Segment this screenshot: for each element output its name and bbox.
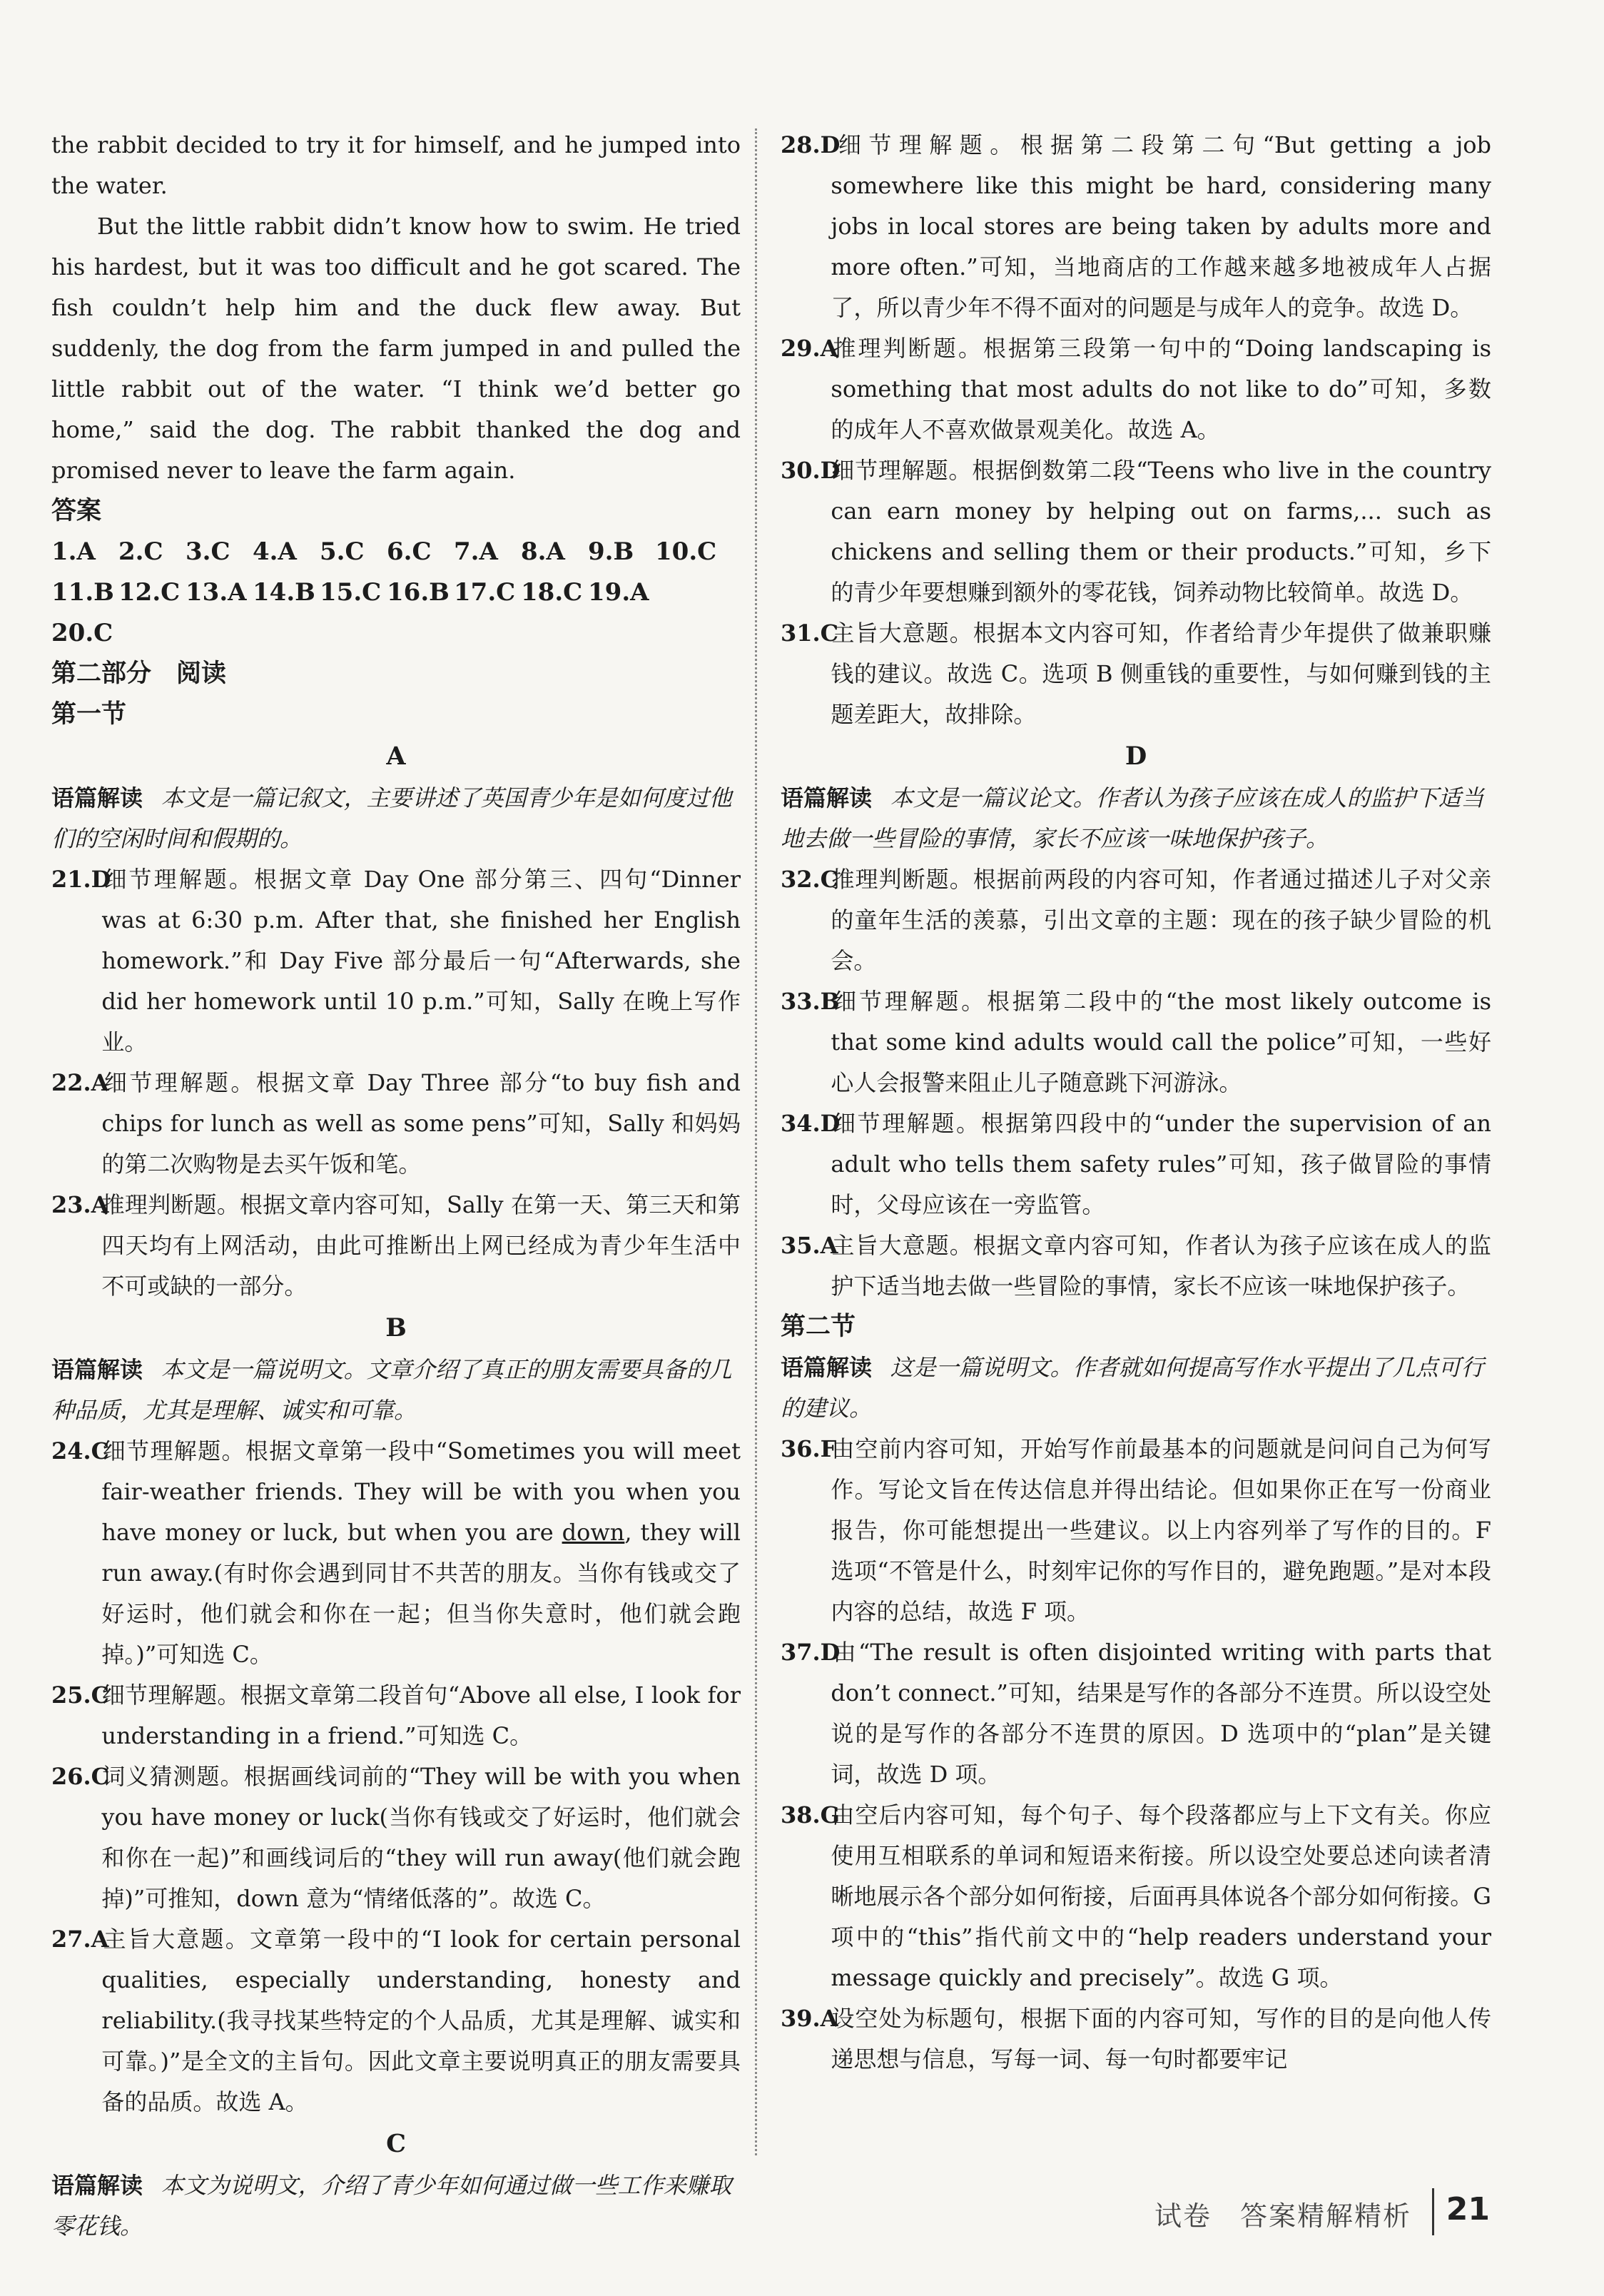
answer-item: 4.A [253, 537, 297, 566]
answer-explanation: 31.C主旨大意题。根据本文内容可知，作者给青少年提供了做兼职赚钱的建议。故选 C。选项 B 侧重钱的重要性，与如何赚到钱的主题差距大，故排除。 [781, 619, 1491, 728]
passage-summary-d: 语篇解读 本文是一篇议论文。作者认为孩子应该在成人的监护下适当地去做一些冒险的事情，家长不应该一味地保护孩子。 [781, 784, 1484, 852]
answer-explanation: 26.C词义猜测题。根据画线词前的“They will be with you when you have money or luck(当你有钱或交了好运时，他们就会和你在一起)”和画线词后的“they will run away(他们就会跑掉)”可推知，down 意为“情绪低落的”。故选 C。 [51, 1763, 741, 1912]
answer-item: 13.A [186, 578, 247, 607]
passage-summary-2: 语篇解读 这是一篇说明文。作者就如何提高写作水平提出了几点可行的建议。 [781, 1354, 1484, 1422]
column-divider [755, 128, 757, 2155]
passage-letter-c: C [386, 2129, 406, 2158]
answer-item: 11.B [51, 578, 114, 607]
answer-item: 8.A [521, 537, 565, 566]
answer-item: 16.B [387, 578, 450, 607]
answer-explanation: 23.A推理判断题。根据文章内容可知，Sally 在第一天、第三天和第四天均有上网活动，由此可推断出上网已经成为青少年生活中不可或缺的一部分。 [51, 1191, 741, 1300]
answer-item: 17.C [454, 578, 516, 607]
answer-explanation: 36.F由空前内容可知，开始写作前最基本的问题就是问问自己为何写作。写论文旨在传达信息并得出结论。但如果你正在写一份商业报告，你可能想提出一些建议。以上内容列举了写作的目的。F 选项“不管是什么，时刻牢记你的写作目的，避免跑题。”是对本段内容的总结，故选 F 项。 [781, 1435, 1491, 1625]
section-heading: 第二节 [781, 1313, 856, 1341]
answer-explanation: 32.C推理判断题。根据前两段的内容可知，作者通过描述儿子对父亲的童年生活的羡慕，引出文章的主题：现在的孩子缺少冒险的机会。 [781, 866, 1491, 974]
answer-explanation: 39.A设空处为标题句，根据下面的内容可知，写作的目的是向他人传递思想与信息，写每一词、每一句时都要牢记 [781, 2005, 1491, 2073]
answer-explanation: 34.D细节理解题。根据第四段中的“under the supervision of an adult who tells them safety rules”可知，孩子做冒险的事情时，父母应该在一旁监管。 [781, 1110, 1491, 1218]
footer-divider [1432, 2188, 1434, 2235]
answer-item: 12.C [118, 578, 181, 607]
answer-item: 2.C [118, 537, 163, 566]
right-column [781, 125, 1491, 2080]
answer-item: 6.C [387, 537, 432, 566]
passage-summary-b: 语篇解读 本文是一篇说明文。文章介绍了真正的朋友需要具备的几种品质，尤其是理解、诚实和可靠。 [51, 1356, 732, 1424]
passage-summary-a: 语篇解读 本文是一篇记叙文，主要讲述了英国青少年是如何度过他们的空闲时间和假期的。 [51, 784, 732, 852]
page-number: 21 [1446, 2191, 1490, 2227]
answer-item: 18.C [521, 578, 583, 607]
story-ending: the rabbit decided to try it for himself, and he jumped into the water. [51, 131, 741, 199]
answer-item: 10.C [655, 537, 717, 566]
story-paragraph: But the little rabbit didn’t know how to swim. He tried his hardest, but it was too difficult and he got scared. The fish couldn’t help him and the duck flew away. But suddenly, the dog from the farm jumped in and pulled the little rabbit out of the water. “I think we’d better go home,” said the dog. The rabbit thanked the dog and promised never to leave the farm again. [51, 213, 741, 484]
footer-title: 试卷 答案精解精析 [1154, 2200, 1411, 2232]
answer-explanation: 33.B细节理解题。根据第二段中的“the most likely outcome is that some kind adults would call the police”可知，一些好心人会报警来阻止儿子随意跳下河游泳。 [781, 988, 1491, 1096]
answer-explanation: 35.A主旨大意题。根据文章内容可知，作者认为孩子应该在成人的监护下适当地去做一些冒险的事情，家长不应该一味地保护孩子。 [781, 1232, 1491, 1300]
passage-summary-c: 语篇解读 本文为说明文，介绍了青少年如何通过做一些工作来赚取零花钱。 [51, 2172, 732, 2240]
summary-label: 语篇解读 [51, 784, 143, 811]
answer-key [51, 532, 741, 654]
section-heading: 第一节 [51, 700, 127, 729]
passage-letter-d: D [1125, 742, 1147, 771]
answer-explanation: 22.A细节理解题。根据文章 Day Three 部分“to buy fish and chips for lunch as well as some pens”可知，Sally 和妈妈的第二次购物是去买午饭和笔。 [51, 1069, 741, 1178]
answer-explanation: 28.D细节理解题。根据第二段第二句“But getting a job somewhere like this might be hard, considering many jobs in local stores are being taken by adults more and more often.”可知，当地商店的工作越来越多地被成年人占据了，所以青少年不得不面对的问题是与成年人的竞争。故选 D。 [781, 131, 1491, 321]
answer-item: 5.C [320, 537, 365, 566]
answer-item: 20.C [51, 619, 113, 647]
answer-explanation: 25.C细节理解题。根据文章第二段首句“Above all else, I look for understanding in a friend.”可知选 C。 [51, 1681, 741, 1749]
summary-label: 语篇解读 [51, 2172, 143, 2199]
answer-item: 14.B [253, 578, 315, 607]
answer-explanation: 27.A主旨大意题。文章第一段中的“I look for certain personal qualities, especially understanding, honesty and reliability.(我寻找某些特定的个人品质，尤其是理解、诚实和可靠。)”是全文的主旨句。因此文章主要说明真正的朋友需要具备的品质。故选 A。 [51, 1926, 741, 2115]
answer-item: 15.C [320, 578, 382, 607]
summary-label: 语篇解读 [51, 1356, 143, 1383]
left-column [51, 125, 741, 2247]
summary-label: 语篇解读 [781, 1354, 873, 1381]
answer-explanation: 21.D细节理解题。根据文章 Day One 部分第三、四句“Dinner was at 6:30 p.m. After that, she finished her English homework.”和 Day Five 部分最后一句“Afterwards, she did her homework until 10 p.m.”可知，Sally 在晚上写作业。 [51, 866, 741, 1056]
answer-explanation: 30.D细节理解题。根据倒数第二段“Teens who live in the country can earn money by helping out on farms,... such as chickens and selling them or their products.”可知，乡下的青少年要想赚到额外的零花钱，饲养动物比较简单。故选 D。 [781, 457, 1491, 606]
answer-explanation: 29.A推理判断题。根据第三段第一句中的“Doing landscaping is something that most adults do not like to do”可知，多数的成年人不喜欢做景观美化。故选 A。 [781, 335, 1491, 443]
part-heading: 第二部分 阅读 [51, 659, 227, 688]
answer-item: 7.A [454, 537, 498, 566]
summary-label: 语篇解读 [781, 784, 873, 811]
answer-item: 3.C [186, 537, 230, 566]
answer-explanation: 38.G由空后内容可知，每个句子、每个段落都应与上下文有关。你应使用互相联系的单词和短语来衔接。所以设空处要总述向读者清晰地展示各个部分如何衔接，后面再具体说各个部分如何衔接。G 项中的“this”指代前文中的“help readers understand your message quickly and precisely”。故选 G 项。 [781, 1801, 1491, 1991]
answer-explanation: 37.D由“The result is often disjointed writing with parts that don’t connect.”可知，结果是写作的各部分不连贯。所以设空处说的是写作的各部分不连贯的原因。D 选项中的“plan”是关键词，故选 D 项。 [781, 1639, 1491, 1788]
passage-letter-a: A [386, 742, 406, 771]
underlined-word: down [562, 1519, 625, 1546]
answer-item: 1.A [51, 537, 96, 566]
answer-item: 9.B [588, 537, 634, 566]
answer-explanation: 24.C细节理解题。根据文章第一段中“Sometimes you will meet fair-weather friends. They will be with you when you have money or luck, but when you are down, they will run away.(有时你会遇到同甘不共苦的朋友。当你有钱或交了好运时，他们就会和你在一起；但当你失意时，他们就会跑掉。)”可知选 C。 [51, 1437, 741, 1668]
passage-letter-b: B [385, 1313, 407, 1342]
answer-item: 19.A [588, 578, 649, 607]
answers-heading: 答案 [51, 497, 102, 525]
